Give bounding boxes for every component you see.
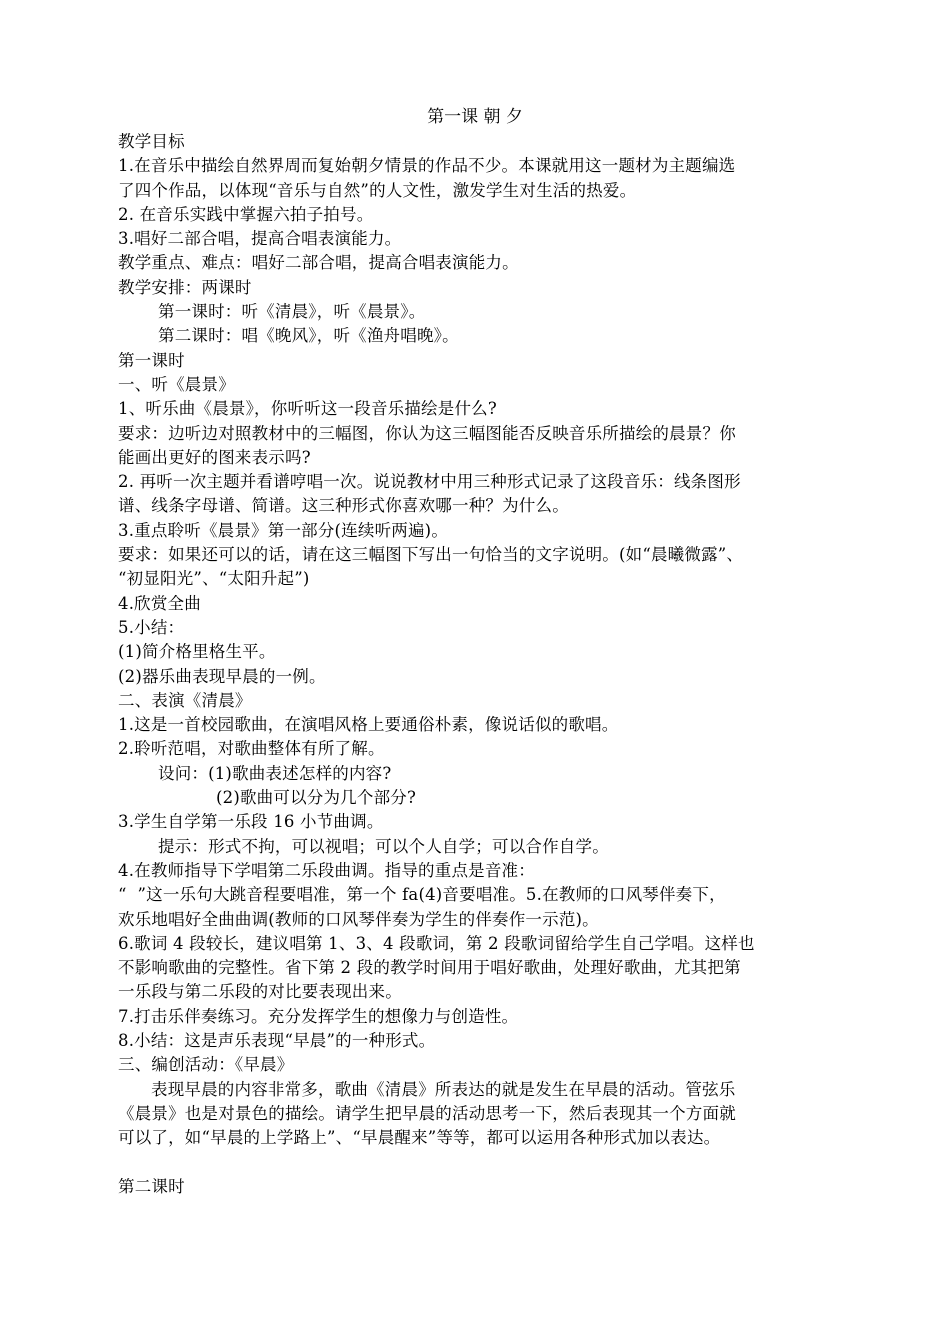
paragraph-line: 可以了，如“早晨的上学路上”、“早晨醒来”等等，都可以运用各种形式加以表达。 [118,1128,721,1148]
paragraph-line: 要求：如果还可以的话，请在这三幅图下写出一句恰当的文字说明。(如“晨曦微露”、 [118,545,744,565]
paragraph-line: 4.欣赏全曲 [118,593,201,613]
paragraph-line: 《晨景》也是对景色的描绘。请学生把早晨的活动思考一下，然后表现其一个方面就 [118,1103,736,1123]
paragraph-line: (1)简介格里格生平。 [118,642,276,662]
paragraph-line: 5.小结： [118,617,185,637]
paragraph-line: 表现早晨的内容非常多，歌曲《清晨》所表达的就是发生在早晨的活动。管弦乐 [151,1079,736,1099]
paragraph-line: 2. 再听一次主题并看谱哼唱一次。说说教材中用三种形式记录了这段音乐：线条图形 [118,472,741,492]
paragraph-line: 2. 在音乐实践中掌握六拍子拍号。 [118,204,374,224]
paragraph-line: 6.歌词 4 段较长，建议唱第 1、3、4 段歌词，第 2 段歌词留给学生自己学唱。这样也 [118,933,755,953]
paragraph-line: “ ”这一乐句大跳音程要唱准，第一个 fa(4)音要唱准。5.在教师的口风琴伴奏下， [118,885,726,905]
paragraph-line: 3.学生自学第一乐段 16 小节曲调。 [118,812,384,832]
paragraph-line: “初显阳光”、“太阳升起”) [118,569,310,589]
paragraph-line: 8.小结：这是声乐表现“早晨”的一种形式。 [118,1030,436,1050]
paragraph-line: 7.打击乐伴奏练习。充分发挥学生的想像力与创造性。 [118,1006,519,1026]
section-heading-objectives: 教学目标 [118,132,185,151]
paragraph-line: (2)器乐曲表现早晨的一例。 [118,666,326,686]
blank-line [118,1150,838,1174]
paragraph-line: 欢乐地唱好全曲曲调(教师的口风琴伴奏为学生的伴奏作一示范)。 [118,909,599,929]
paragraph-line: 二、表演《清晨》 [118,690,252,710]
paragraph-line: 提示：形式不拘，可以视唱；可以个人自学；可以合作自学。 [158,836,609,856]
paragraph-line: 1、听乐曲《晨景》，你听听这一段音乐描绘是什么? [118,399,497,419]
section-heading-lesson-two: 第二课时 [118,1176,185,1196]
document-title: 第一课 朝 夕 [427,107,523,127]
paragraph-line: 教学重点、难点：唱好二部合唱，提高合唱表演能力。 [118,253,519,273]
paragraph-line: 1.这是一首校园歌曲，在演唱风格上要通俗朴素，像说话似的歌唱。 [118,715,619,735]
paragraph-line: (2)歌曲可以分为几个部分? [216,788,417,808]
paragraph-line: 要求：边听边对照教材中的三幅图，你认为这三幅图能否反映音乐所描绘的晨景？你 [118,423,736,443]
paragraph-line: 第一课时：听《清晨》，听《晨景》。 [158,302,426,322]
paragraph-line: 一、听《晨景》 [118,374,235,394]
paragraph-line: 不影响歌曲的完整性。省下第 2 段的教学时间用于唱好歌曲，处理好歌曲，尤其把第 [118,958,741,978]
paragraph-line: 第二课时：唱《晚风》，听《渔舟唱晚》。 [158,326,459,346]
paragraph-line: 2.聆听范唱，对歌曲整体有所了解。 [118,739,385,759]
paragraph-line: 3.唱好二部合唱，提高合唱表演能力。 [118,229,402,249]
paragraph-line: 1.在音乐中描绘自然界周而复始朝夕情景的作品不少。本课就用这一题材为主题编选 [118,156,736,176]
document-body [118,130,838,1199]
paragraph-line: 能画出更好的图来表示吗? [118,447,311,467]
paragraph-line: 教学安排：两课时 [118,277,252,297]
paragraph-line: 4.在教师指导下学唱第二乐段曲调。指导的重点是音准： [118,860,535,880]
paragraph-line: 了四个作品，以体现“音乐与自然”的人文性，激发学生对生活的热爱。 [118,180,637,200]
section-heading-lesson-one: 第一课时 [118,350,185,370]
paragraph-line: 谱、线条字母谱、简谱。这三种形式你喜欢哪一种？为什么。 [118,496,569,516]
paragraph-line: 3.重点聆听《晨景》第一部分(连续听两遍)。 [118,520,449,540]
paragraph-line: 三、编创活动：《早晨》 [118,1055,294,1075]
paragraph-line: 设问：(1)歌曲表述怎样的内容? [158,763,392,783]
paragraph-line: 一乐段与第二乐段的对比要表现出来。 [118,982,402,1002]
